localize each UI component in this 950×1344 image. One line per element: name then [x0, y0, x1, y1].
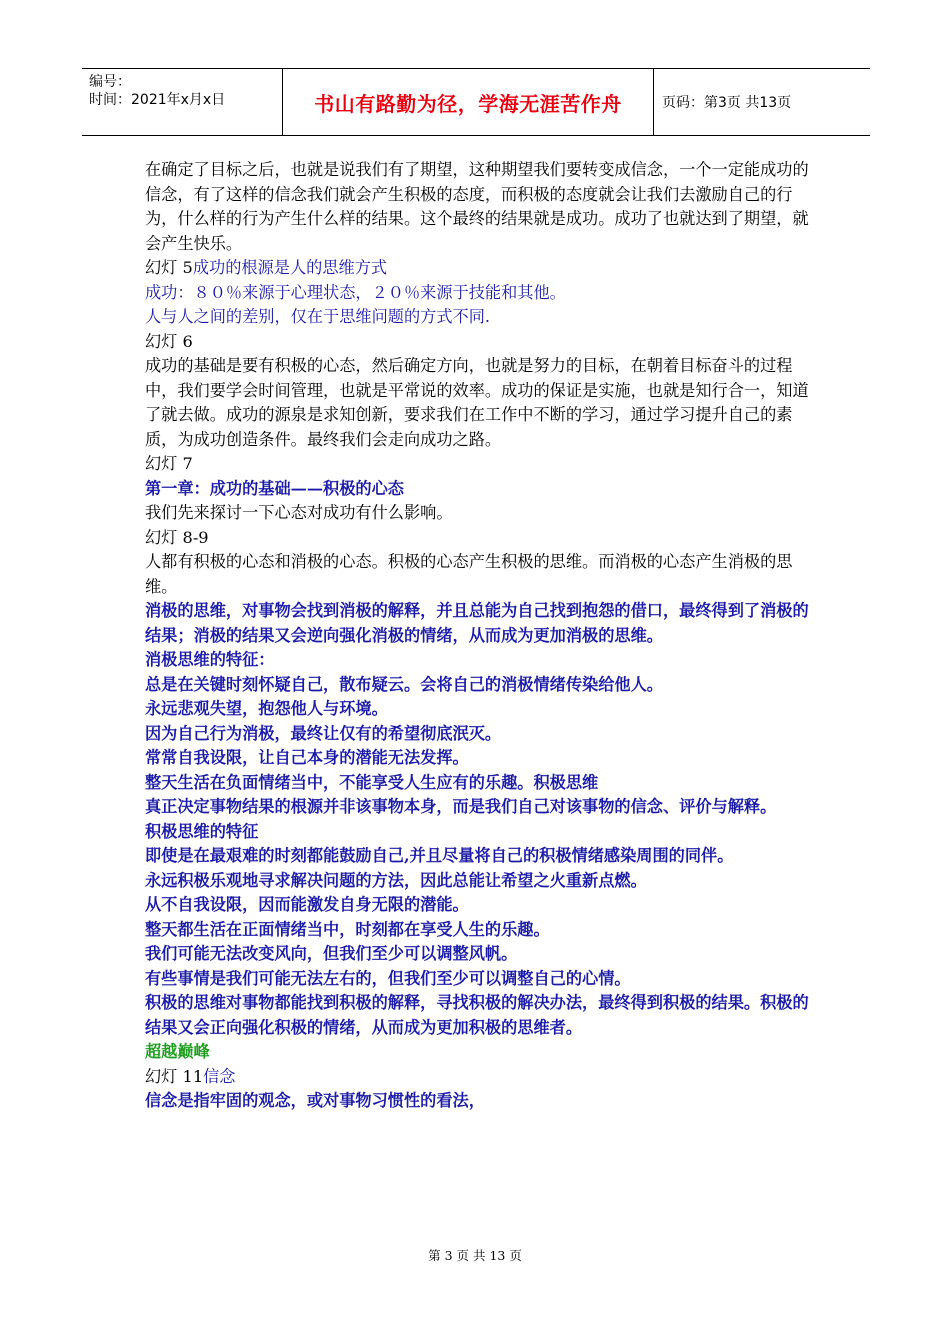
list-item: 我们可能无法改变风向，但我们至少可以调整风帆。 — [145, 944, 518, 963]
page-header — [82, 68, 870, 136]
date-label: 时间：2021年x月x日 — [89, 92, 226, 108]
beyond-peak-heading: 超越巅峰 — [145, 1042, 210, 1061]
document-body — [145, 158, 810, 1114]
difference-line: 人与人之间的差别，仅在于思维问题的方式不同. — [145, 307, 491, 326]
header-left-cell — [82, 69, 282, 135]
slide-11-line — [145, 1065, 810, 1090]
root-cause-paragraph: 真正决定事物结果的根源并非该事物本身，而是我们自己对该事物的信念、评价与解释。 — [145, 797, 777, 816]
paragraph-intro: 在确定了目标之后，也就是说我们有了期望，这种期望我们要转变成信念，一个一定能成功的信念，有了这样的信念我们就会产生积极的态度，而积极的态度就会让我们去激励自己的行为，什么样的行为产生什么样的结果。这个最终的结果就是成功。成功了也就达到了期望，就会产生快乐。 — [145, 160, 809, 253]
negative-thinking-paragraph: 消极的思维，对事物会找到消极的解释，并且总能为自己找到抱怨的借口，最终得到了消极的结果；消极的结果又会逆向强化消极的情绪，从而成为更加消极的思维。 — [145, 601, 809, 645]
slide-5-title: 成功的根源是人的思维方式 — [192, 258, 388, 277]
page-footer: 第 3 页 共 13 页 — [428, 1248, 522, 1263]
list-item: 从不自我设限，因而能激发自身无限的潜能。 — [145, 895, 469, 914]
list-item: 永远悲观失望，抱怨他人与环境。 — [145, 699, 388, 718]
slide-label: 幻灯 5 — [145, 258, 193, 277]
list-item: 因为自己行为消极，最终让仅有的希望彻底泯灭。 — [145, 723, 502, 743]
slide-label: 幻灯 6 — [145, 331, 193, 351]
header-motto: 书山有路勤为径，学海无涯苦作舟 — [282, 69, 654, 135]
list-item: 永远积极乐观地寻求解决问题的方法，因此总能让希望之火重新点燃。 — [145, 870, 647, 890]
positive-traits-heading: 积极思维的特征 — [145, 821, 259, 841]
slide-label: 幻灯 8-9 — [145, 527, 209, 547]
chapter-one-heading: 第一章：成功的基础——积极的心态 — [145, 478, 404, 498]
success-ratio-line: 成功：８０％来源于心理状态，２０％来源于技能和其他。 — [145, 282, 566, 302]
list-item: 整天都生活在正面情绪当中，时刻都在享受人生的乐趣。 — [145, 919, 550, 939]
list-item: 常常自我设限，让自己本身的潜能无法发挥。 — [145, 748, 469, 767]
belief-definition: 信念是指牢固的观念，或对事物习惯性的看法， — [145, 1091, 485, 1110]
slide-11-title: 信念 — [203, 1066, 236, 1086]
header-page-info: 页码：第3页 共13页 — [662, 95, 792, 111]
list-item: 有些事情是我们可能无法左右的，但我们至少可以调整自己的心情。 — [145, 968, 631, 988]
list-item: 即使是在最艰难的时刻都能鼓励自己,并且尽量将自己的积极情绪感染周围的同伴。 — [145, 846, 734, 865]
negative-traits-heading: 消极思维的特征： — [145, 650, 275, 669]
slide-label: 幻灯 7 — [145, 454, 193, 473]
number-label: 编号： — [89, 74, 131, 90]
slide-5-line — [145, 256, 810, 281]
paragraph-mindsets: 人都有积极的心态和消极的心态。积极的心态产生积极的思维。而消极的心态产生消极的思维。 — [145, 552, 793, 596]
list-item: 总是在关键时刻怀疑自己，散布疑云。会将自己的消极情绪传染给他人。 — [145, 674, 663, 694]
positive-thinking-paragraph: 积极的思维对事物都能找到积极的解释，寻找积极的解决办法，最终得到积极的结果。积极的结果又会正向强化积极的情绪，从而成为更加积极的思维者。 — [145, 993, 809, 1037]
slide-label: 幻灯 11 — [145, 1066, 204, 1086]
list-item: 整天生活在负面情绪当中，不能享受人生应有的乐趣。积极思维 — [145, 772, 599, 792]
paragraph-discuss: 我们先来探讨一下心态对成功有什么影响。 — [145, 503, 453, 522]
paragraph-success-basis: 成功的基础是要有积极的心态，然后确定方向，也就是努力的目标，在朝着目标奋斗的过程中，我们要学会时间管理，也就是平常说的效率。成功的保证是实施，也就是知行合一，知道了就去做。成功的源泉是求知创新，要求我们在工作中不断的学习，通过学习提升自己的素质，为成功创造条件。最终我们会走向成功之路。 — [145, 356, 809, 449]
